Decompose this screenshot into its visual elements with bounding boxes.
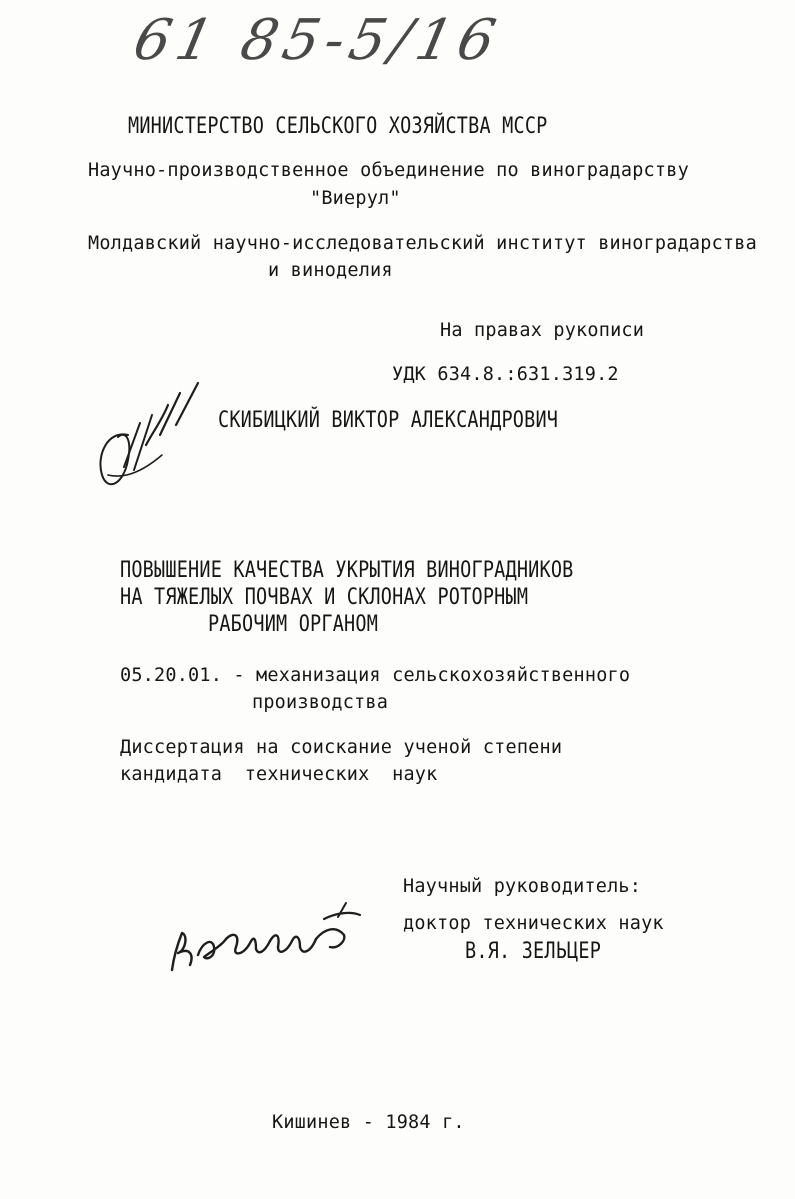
ministry-heading: МИНИСТЕРСТВО СЕЛЬСКОГО ХОЗЯЙСТВА МССР: [128, 114, 548, 139]
title-line-1: ПОВЫШЕНИЕ КАЧЕСТВА УКРЫТИЯ ВИНОГРАДНИКОВ: [120, 558, 574, 583]
specialty-line-1: 05.20.01. - механизация сельскохозяйственного: [120, 665, 631, 686]
supervisor-label: Научный руководитель:: [403, 876, 642, 897]
association-line-2: "Виерул": [310, 188, 401, 209]
supervisor-signature: [160, 895, 370, 975]
place-year: Кишинев - 1984 г.: [272, 1112, 465, 1133]
degree-line-1: Диссертация на соискание ученой степени: [120, 737, 563, 758]
supervisor-name: В.Я. ЗЕЛЬЦЕР: [465, 939, 602, 964]
archive-number: 61 85-5/16: [128, 8, 507, 73]
specialty-line-2: производства: [252, 692, 389, 713]
author-name: СКИБИЦКИЙ ВИКТОР АЛЕКСАНДРОВИЧ: [218, 408, 559, 433]
author-signature: [88, 375, 218, 500]
institute-line-2: и виноделия: [268, 260, 393, 281]
supervisor-degree: доктор технических наук: [403, 913, 664, 934]
institute-line-1: Молдавский научно-исследовательский институт виноградарства: [88, 233, 757, 254]
udk-code: УДК 634.8.:631.319.2: [392, 364, 619, 385]
association-line-1: Научно-производственное объединение по виноградарству: [88, 160, 689, 181]
manuscript-rights: На правах рукописи: [440, 320, 645, 341]
degree-line-2: кандидата технических наук: [120, 764, 438, 785]
title-line-3: РАБОЧИМ ОРГАНОМ: [208, 612, 379, 637]
title-line-2: НА ТЯЖЕЛЫХ ПОЧВАХ И СКЛОНАХ РОТОРНЫМ: [120, 585, 529, 610]
